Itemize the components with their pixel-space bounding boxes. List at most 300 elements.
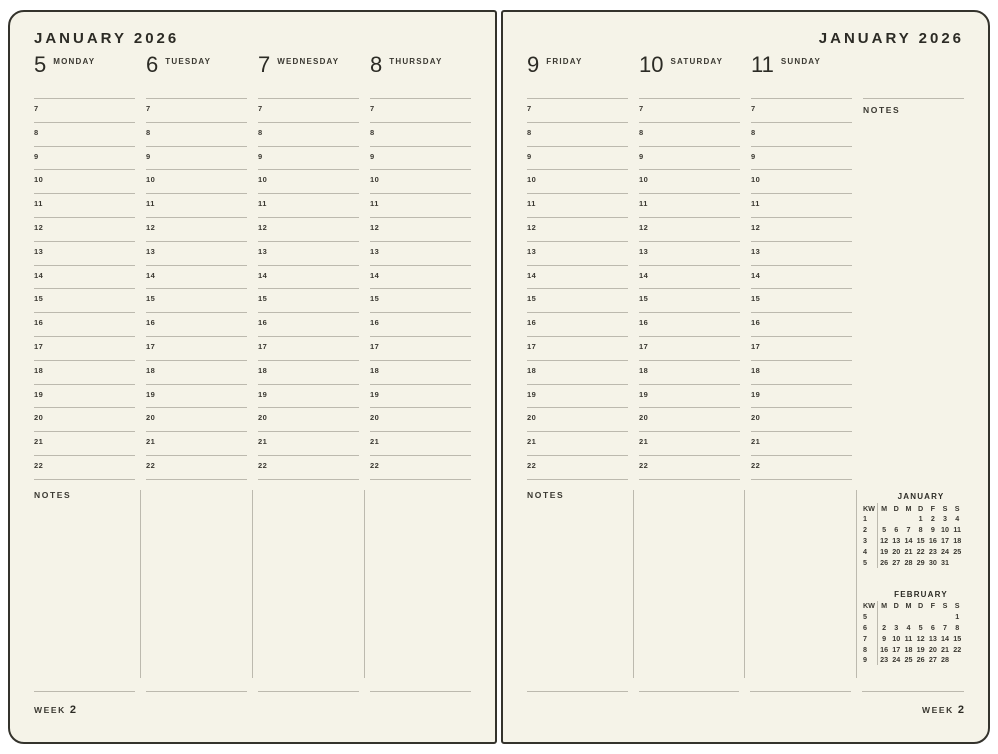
hour-label: 17 [146, 341, 156, 351]
hour-label: 14 [370, 270, 380, 280]
day-header-thursday [370, 54, 471, 98]
notes-area [862, 480, 964, 692]
day-number [951, 557, 963, 568]
day-number: 25 [904, 655, 913, 665]
hour-slot [258, 407, 359, 431]
hour-label: 7 [146, 104, 151, 113]
hour-grid-left [34, 98, 471, 480]
kw-number: 6 [862, 622, 878, 633]
day-number: 8 [918, 525, 923, 535]
hour-label: 16 [639, 318, 649, 328]
day-number: 2 [882, 623, 887, 633]
hour-label: 10 [146, 175, 156, 185]
day-name-label: SUNDAY [780, 57, 822, 66]
hour-slot [146, 265, 247, 289]
page-right [501, 10, 990, 744]
hour-label: 21 [370, 437, 380, 447]
hour-slot [370, 360, 471, 384]
day-number [890, 514, 902, 525]
week-footer-right [922, 704, 964, 716]
hour-label: 18 [527, 365, 537, 375]
day-column-tuesday [146, 98, 247, 480]
hour-label: 19 [751, 389, 761, 399]
hour-slot [639, 217, 740, 241]
day-name-label: THURSDAY [389, 57, 443, 66]
week-footer-left [34, 704, 76, 716]
hour-slot [146, 98, 247, 122]
hour-slot [370, 288, 471, 312]
hour-slot [527, 146, 628, 170]
hour-label: 9 [527, 151, 532, 161]
day-number: 29 [916, 557, 925, 567]
mini-calendar-january [862, 492, 964, 568]
hour-label: 22 [370, 460, 380, 470]
hour-slot [751, 455, 852, 479]
day-header-saturday [639, 54, 740, 98]
hour-label: 22 [639, 460, 649, 470]
column-divider [252, 490, 253, 678]
hour-label: 12 [751, 222, 761, 232]
hour-slot [258, 336, 359, 360]
hour-label: 9 [639, 151, 644, 161]
weekday-header: M [881, 503, 888, 513]
hour-label: 11 [258, 199, 267, 209]
day-number: 14 [941, 633, 950, 643]
day-number: 7 [943, 623, 948, 633]
hour-slot [258, 122, 359, 146]
notes-area [34, 480, 135, 692]
hour-label: 9 [34, 151, 39, 161]
hour-label: 8 [639, 127, 644, 137]
hour-slot [146, 241, 247, 265]
hour-label: 13 [146, 246, 156, 256]
hour-slot [527, 265, 628, 289]
day-number: 6 [894, 525, 899, 535]
hour-slot [34, 336, 135, 360]
day-number: 2 [930, 514, 935, 524]
hour-label: 7 [258, 104, 263, 113]
day-number: 5 [882, 525, 887, 535]
hour-label: 18 [370, 365, 380, 375]
weekday-header: S [942, 601, 948, 611]
day-date: 7 [258, 52, 271, 77]
mini-calendar-title: JANUARY [897, 491, 945, 501]
notes-area [527, 480, 628, 692]
hour-slot [34, 169, 135, 193]
hour-label: 10 [751, 175, 761, 185]
kw-number: 5 [862, 611, 878, 622]
day-number: 12 [880, 536, 889, 546]
hour-label: 11 [527, 199, 536, 209]
day-number [927, 611, 939, 622]
kw-number: 8 [862, 644, 878, 655]
hour-label: 11 [146, 199, 155, 209]
mini-calendar-title: FEBRUARY [894, 589, 948, 599]
hour-slot [34, 122, 135, 146]
day-date: 5 [34, 52, 47, 77]
day-name-label: TUESDAY [165, 57, 212, 66]
day-number: 17 [892, 644, 901, 654]
hour-label: 19 [370, 389, 380, 399]
column-divider [140, 490, 141, 678]
hour-label: 19 [34, 389, 44, 399]
day-number: 12 [916, 633, 925, 643]
hour-slot [527, 407, 628, 431]
notes-label: NOTES [34, 489, 72, 500]
day-number: 26 [916, 655, 925, 665]
hour-slot [258, 455, 359, 479]
hour-label: 15 [751, 294, 761, 304]
weekday-header: S [954, 503, 960, 513]
hour-label: 8 [751, 127, 756, 137]
day-number: 10 [941, 525, 950, 535]
hour-slot [527, 431, 628, 455]
day-number: 11 [953, 525, 961, 535]
hour-slot [34, 384, 135, 408]
day-number: 4 [955, 514, 960, 524]
day-number: 21 [904, 546, 913, 556]
hour-label: 17 [34, 341, 44, 351]
hour-slot [751, 360, 852, 384]
day-number: 15 [953, 633, 962, 643]
hour-label: 20 [146, 413, 156, 423]
day-number: 5 [918, 623, 923, 633]
hour-label: 11 [34, 199, 43, 209]
hour-label: 20 [639, 413, 649, 423]
hour-slot [258, 312, 359, 336]
hour-label: 10 [34, 175, 44, 185]
day-number: 15 [916, 536, 925, 546]
hour-slot [751, 122, 852, 146]
hour-slot [751, 431, 852, 455]
hour-slot [370, 98, 471, 122]
hour-label: 18 [146, 365, 156, 375]
day-number: 20 [928, 644, 937, 654]
hour-label: 19 [639, 389, 649, 399]
hour-slot [34, 312, 135, 336]
notes-area [146, 480, 247, 692]
day-header-tuesday [146, 54, 247, 98]
hour-slot [146, 431, 247, 455]
hour-label: 21 [527, 437, 537, 447]
hour-slot [34, 193, 135, 217]
hour-slot [258, 241, 359, 265]
notes-section-right [527, 480, 964, 692]
hour-slot [370, 312, 471, 336]
hour-label: 13 [370, 246, 380, 256]
day-number: 25 [953, 546, 962, 556]
kw-header: KW [862, 601, 878, 612]
hour-slot [527, 312, 628, 336]
day-number: 31 [941, 557, 950, 567]
mini-calendar-grid [862, 601, 964, 666]
hour-label: 20 [258, 413, 268, 423]
day-number: 28 [941, 655, 950, 665]
hour-slot [370, 431, 471, 455]
hour-slot [527, 169, 628, 193]
hour-slot [370, 336, 471, 360]
notes-section-left [34, 480, 471, 692]
day-number: 9 [882, 633, 887, 643]
hour-slot [146, 455, 247, 479]
kw-header: KW [862, 503, 878, 514]
hour-slot [34, 265, 135, 289]
weekday-header: D [918, 601, 924, 611]
hour-slot [527, 217, 628, 241]
hour-slot [370, 265, 471, 289]
hour-slot [751, 146, 852, 170]
hour-slot [639, 431, 740, 455]
hour-label: 7 [527, 104, 532, 113]
hour-slot [527, 288, 628, 312]
day-headers-right [527, 54, 964, 98]
hour-label: 16 [527, 318, 537, 328]
hour-slot [527, 122, 628, 146]
hour-label: 21 [34, 437, 44, 447]
notes-area [639, 480, 740, 692]
hour-label: 18 [258, 365, 268, 375]
day-name-label: FRIDAY [546, 57, 583, 66]
day-number: 16 [880, 644, 889, 654]
kw-number: 1 [862, 514, 878, 525]
week-label: WEEK [34, 705, 66, 715]
hour-slot [146, 384, 247, 408]
weekday-header: M [905, 601, 912, 611]
notes-area [750, 480, 851, 692]
hour-label: 14 [258, 270, 268, 280]
hour-label: 18 [639, 365, 649, 375]
hour-slot [258, 431, 359, 455]
notes-column [863, 98, 964, 480]
day-number: 13 [928, 633, 937, 643]
weekday-header: S [954, 601, 960, 611]
day-name-label: WEDNESDAY [277, 57, 340, 66]
hour-slot [146, 360, 247, 384]
hour-slot [751, 241, 852, 265]
hour-slot [146, 169, 247, 193]
hour-label: 15 [146, 294, 156, 304]
hour-label: 15 [370, 294, 380, 304]
hour-slot [370, 241, 471, 265]
weekday-header: D [893, 503, 899, 513]
weekday-header: S [942, 503, 948, 513]
hour-label: 20 [751, 413, 761, 423]
kw-number: 5 [862, 557, 878, 568]
mini-calendar-grid [862, 503, 964, 568]
week-number: 2 [957, 704, 964, 716]
hour-label: 16 [751, 318, 761, 328]
hour-slot [370, 169, 471, 193]
hour-label: 18 [34, 365, 44, 375]
weekday-header: D [918, 503, 924, 513]
hour-label: 14 [527, 270, 537, 280]
hour-label: 22 [258, 460, 268, 470]
hour-label: 20 [370, 413, 380, 423]
day-column-friday [527, 98, 628, 480]
hour-slot [34, 407, 135, 431]
hour-label: 10 [639, 175, 649, 185]
day-number: 18 [953, 536, 962, 546]
day-header-friday [527, 54, 628, 98]
hour-slot [146, 122, 247, 146]
hour-label: 10 [527, 175, 537, 185]
day-number: 20 [892, 546, 901, 556]
day-number: 3 [894, 623, 899, 633]
hour-slot [34, 288, 135, 312]
hour-label: 8 [527, 127, 532, 137]
hour-label: 16 [370, 318, 380, 328]
hour-label: 14 [146, 270, 156, 280]
hour-label: 19 [146, 389, 156, 399]
day-number [951, 655, 963, 666]
hour-label: 17 [258, 341, 268, 351]
hour-label: 21 [146, 437, 156, 447]
notes-column-top [863, 98, 964, 122]
weekday-header: D [893, 601, 899, 611]
hour-slot [258, 169, 359, 193]
hour-label: 15 [258, 294, 268, 304]
hour-slot [639, 384, 740, 408]
hour-label: 21 [639, 437, 649, 447]
hour-slot [258, 384, 359, 408]
hour-slot [639, 407, 740, 431]
hour-label: 20 [34, 413, 44, 423]
hour-label: 18 [751, 365, 761, 375]
day-number: 9 [930, 525, 935, 535]
hour-slot [146, 217, 247, 241]
hour-label: 17 [527, 341, 537, 351]
hour-slot [370, 384, 471, 408]
day-number: 23 [880, 655, 889, 665]
hour-slot [639, 265, 740, 289]
day-column-sunday [751, 98, 852, 480]
hour-slot [751, 98, 852, 122]
hour-slot [751, 288, 852, 312]
day-name-label: SATURDAY [670, 57, 724, 66]
hour-slot [751, 312, 852, 336]
day-headers-left [34, 54, 471, 98]
hour-label: 17 [751, 341, 761, 351]
hour-grid-right [527, 98, 964, 480]
hour-label: 12 [258, 222, 268, 232]
week-number: 2 [69, 704, 77, 716]
hour-slot [370, 122, 471, 146]
page-left [8, 10, 497, 744]
day-number [878, 611, 890, 622]
hour-label: 13 [527, 246, 537, 256]
weekday-header: F [930, 601, 936, 611]
weekday-header: M [881, 601, 888, 611]
hour-slot [527, 360, 628, 384]
kw-number: 3 [862, 535, 878, 546]
day-number [902, 514, 914, 525]
day-date: 10 [639, 52, 664, 77]
hour-slot [527, 241, 628, 265]
hour-label: 13 [34, 246, 44, 256]
hour-slot [258, 265, 359, 289]
day-column-thursday [370, 98, 471, 480]
hour-slot [258, 217, 359, 241]
hour-slot [639, 122, 740, 146]
month-title-right: JANUARY 2026 [818, 30, 964, 47]
day-number: 7 [906, 525, 911, 535]
hour-label: 21 [258, 437, 268, 447]
day-number: 24 [941, 546, 950, 556]
kw-number: 9 [862, 655, 878, 666]
column-divider [856, 490, 857, 678]
hour-label: 9 [370, 151, 375, 161]
hour-label: 15 [639, 294, 649, 304]
hour-slot [146, 193, 247, 217]
hour-slot [639, 146, 740, 170]
day-number: 13 [892, 536, 901, 546]
hour-label: 17 [370, 341, 380, 351]
hour-slot [34, 241, 135, 265]
hour-slot [34, 360, 135, 384]
day-number: 17 [941, 536, 950, 546]
day-number: 10 [892, 633, 901, 643]
hour-label: 7 [34, 104, 39, 113]
day-number [902, 611, 914, 622]
hour-slot [370, 407, 471, 431]
hour-label: 14 [639, 270, 649, 280]
day-date: 6 [146, 52, 159, 77]
hour-slot [527, 336, 628, 360]
hour-label: 22 [527, 460, 537, 470]
hour-slot [639, 241, 740, 265]
day-number: 22 [916, 546, 925, 556]
hour-label: 10 [370, 175, 380, 185]
day-number: 1 [918, 514, 923, 524]
hour-slot [146, 288, 247, 312]
day-header-wednesday [258, 54, 359, 98]
day-number: 21 [941, 644, 950, 654]
hour-slot [639, 455, 740, 479]
day-header-sunday [751, 54, 852, 98]
hour-label: 16 [146, 318, 156, 328]
hour-label: 19 [527, 389, 537, 399]
day-number: 8 [955, 623, 960, 633]
hour-label: 14 [34, 270, 44, 280]
hour-slot [527, 384, 628, 408]
hour-label: 13 [639, 246, 649, 256]
day-number: 26 [880, 557, 889, 567]
day-number: 28 [904, 557, 913, 567]
hour-slot [639, 336, 740, 360]
hour-slot [639, 193, 740, 217]
hour-slot [751, 336, 852, 360]
hour-label: 17 [639, 341, 649, 351]
hour-label: 10 [258, 175, 268, 185]
hour-slot [258, 288, 359, 312]
hour-label: 11 [751, 199, 760, 209]
hour-label: 19 [258, 389, 268, 399]
day-header-empty [863, 54, 964, 98]
kw-number: 4 [862, 546, 878, 557]
hour-slot [639, 169, 740, 193]
weekday-header: F [930, 503, 936, 513]
hour-label: 15 [34, 294, 44, 304]
hour-label: 22 [146, 460, 156, 470]
hour-slot [258, 360, 359, 384]
notes-area [370, 480, 471, 692]
day-number: 14 [904, 536, 913, 546]
hour-slot [146, 312, 247, 336]
hour-slot [34, 98, 135, 122]
day-name-label: MONDAY [53, 57, 96, 66]
hour-slot [751, 217, 852, 241]
day-header-monday [34, 54, 135, 98]
